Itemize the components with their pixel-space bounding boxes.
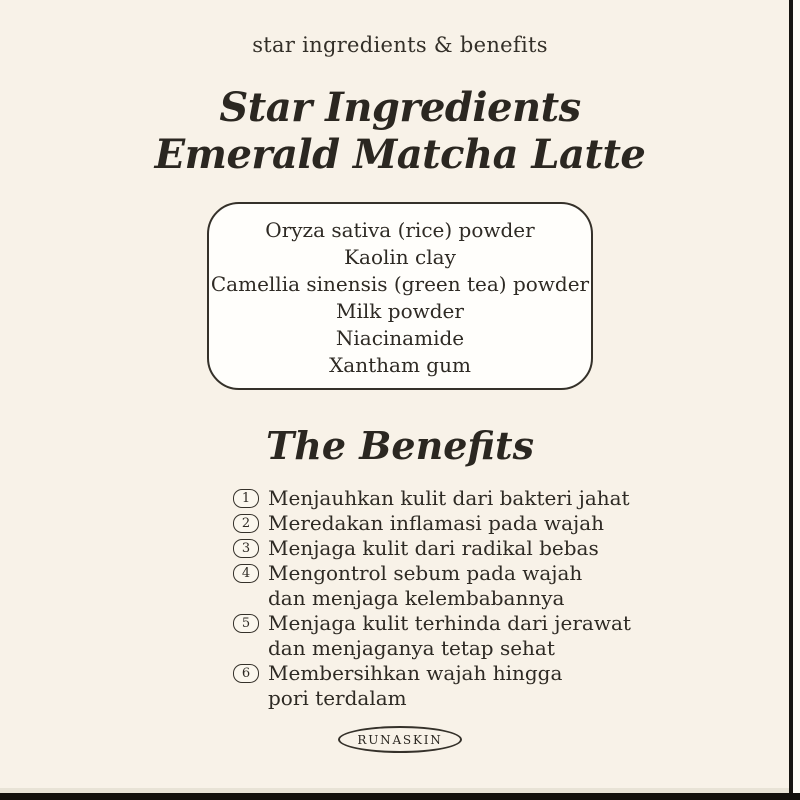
benefit-line: Mengontrol sebum pada wajah [268,561,583,585]
benefit-line: dan menjaganya tetap sehat [268,636,555,660]
benefit-number-badge: 4 [233,564,259,583]
benefit-item [233,511,605,536]
ingredient-line: Camellia sinensis (green tea) powder [210,272,590,296]
benefit-item [233,486,630,511]
brand-logo-badge [338,726,462,753]
benefit-item [233,611,631,661]
benefit-number-badge: 2 [233,514,259,533]
benefit-number-badge: 5 [233,614,259,633]
ingredient-line: Niacinamide [335,326,465,350]
benefit-item [233,561,593,611]
benefit-number-badge: 1 [233,489,259,508]
benefit-text [268,536,599,561]
title-line-1: Star Ingredients [219,84,581,131]
benefit-line: pori terdalam [268,686,407,710]
benefit-text [268,661,562,711]
benefit-text [268,511,604,536]
page-kicker: star ingredients & benefits [252,33,548,57]
benefits-list [233,486,631,711]
benefit-number-badge: 6 [233,664,259,683]
benefit-line: Meredakan inflamasi pada wajah [268,511,605,535]
bottom-edge-shadow [0,793,800,800]
benefit-number-badge: 3 [233,539,259,558]
benefit-line: Menjaga kulit dari radikal bebas [268,536,599,560]
ingredient-line: Xantham gum [329,353,471,377]
brand-name: RUNASKIN [357,732,443,747]
ingredient-line: Milk powder [336,299,464,323]
ingredients-box [207,202,593,390]
benefit-item [233,536,599,561]
right-edge-shadow [789,0,793,800]
benefit-text [268,611,631,661]
right-edge-highlight [793,0,800,800]
benefit-text [268,486,630,511]
ingredient-line: Kaolin clay [344,245,456,269]
benefit-line: Menjaga kulit terhinda dari jerawat [268,611,631,635]
benefit-line: dan menjaga kelembabannya [268,586,565,610]
benefit-line: Membersihkan wajah hingga [268,661,563,685]
benefit-item [233,661,593,711]
benefit-line: Menjauhkan kulit dari bakteri jahat [268,486,630,510]
page-title [0,84,800,178]
ingredient-line: Oryza sativa (rice) powder [265,218,535,242]
benefit-text [268,561,582,611]
benefits-heading: The Benefits [266,423,534,468]
title-line-2: Emerald Matcha Latte [154,131,646,178]
